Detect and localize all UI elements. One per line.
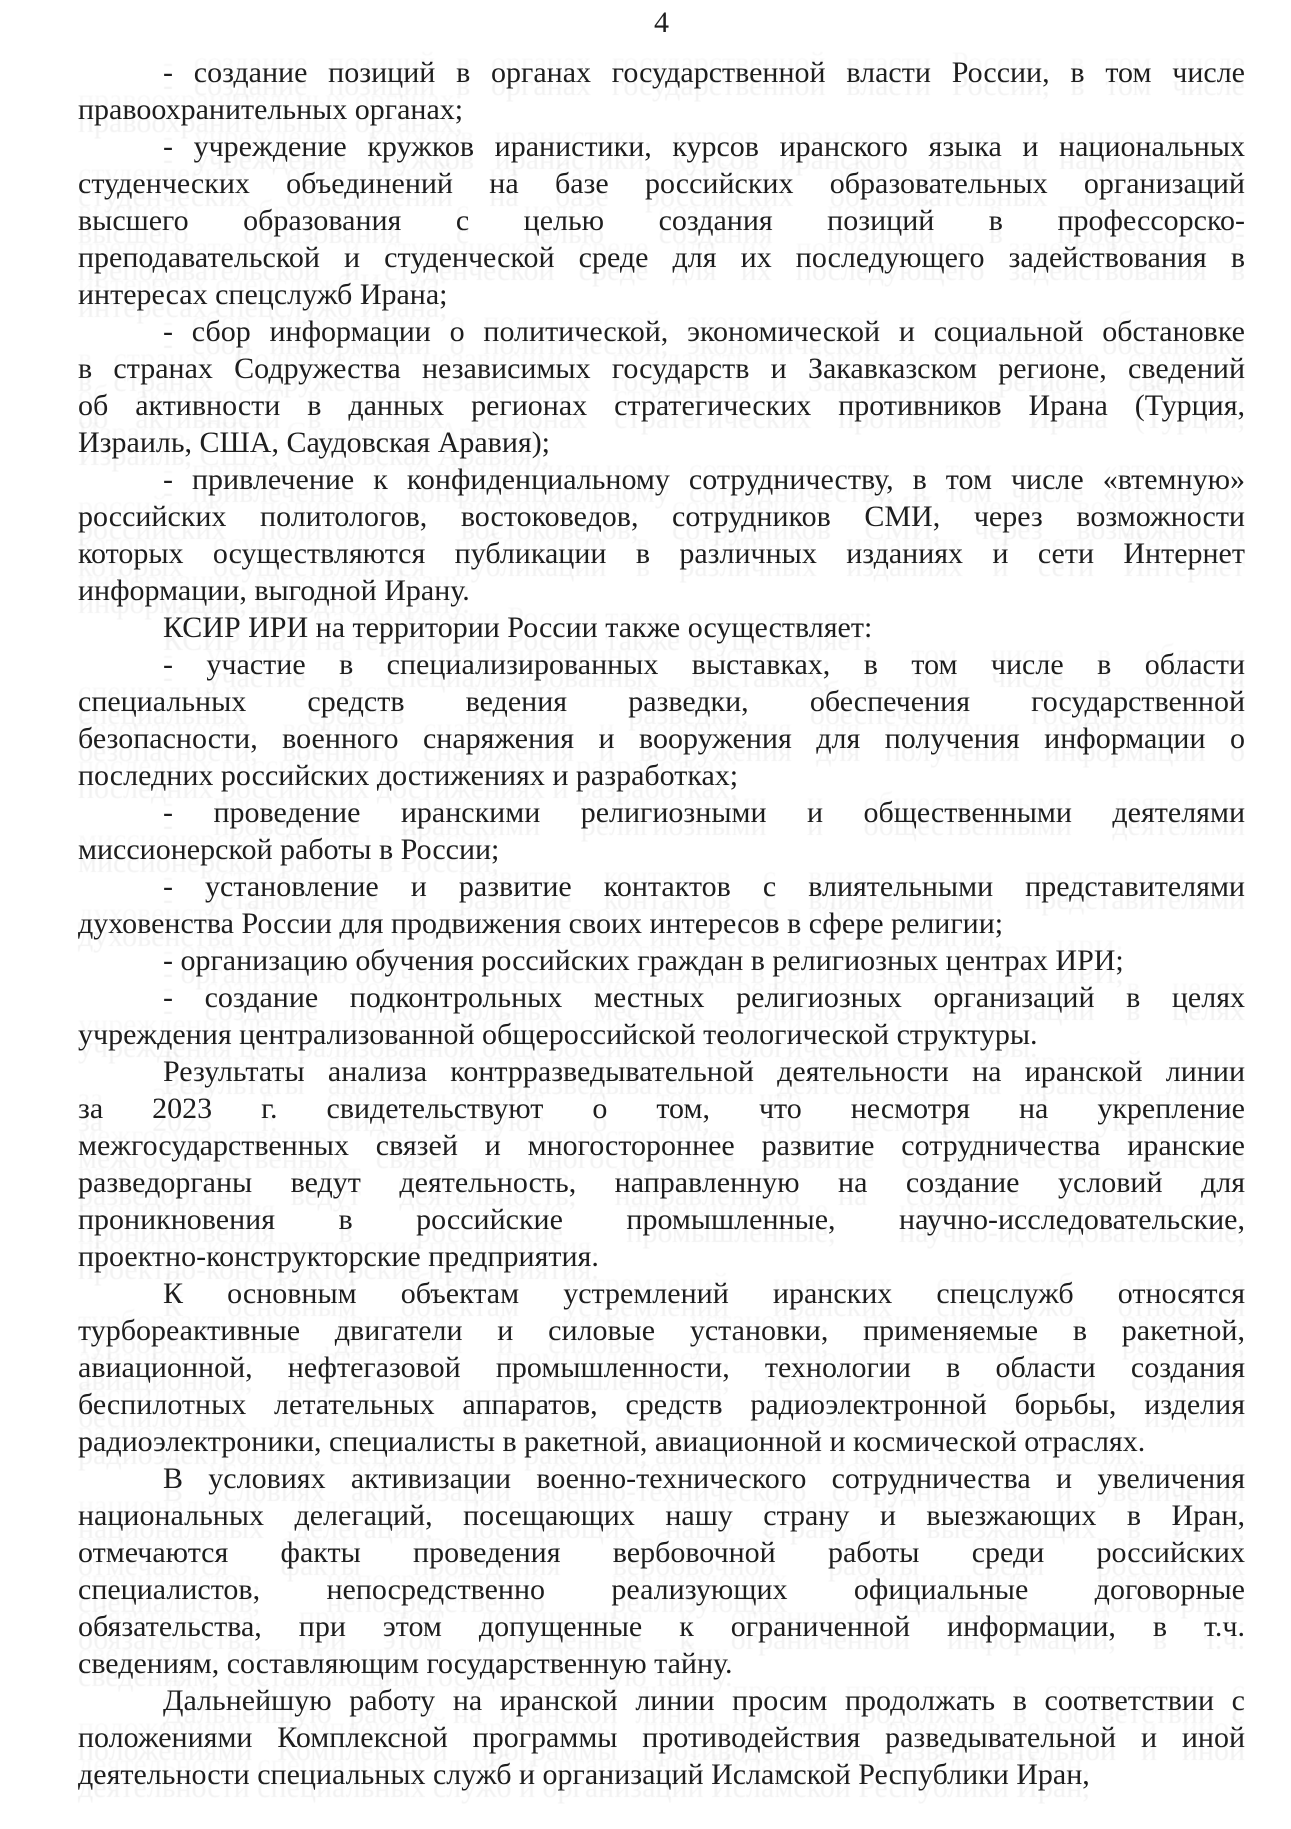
- text-line: авиационной, нефтегазовой промышленности, технологии в области создания: [78, 1351, 1245, 1384]
- paragraph: [78, 868, 1245, 942]
- text-line: безопасности, военного снаряжения и вооружения для получения информации о: [78, 722, 1245, 755]
- text-line: в странах Содружества независимых государств и Закавказском регионе, сведений: [78, 352, 1245, 385]
- text-line: студенческих объединений на базе российских образовательных организаций: [78, 167, 1245, 200]
- text-line: проектно-конструкторские предприятия.: [78, 1240, 599, 1273]
- text-line: обязательства, при этом допущенные к ограниченной информации, в т.ч.: [78, 1610, 1245, 1643]
- text-line: К основным объектам устремлений иранских спецслужб относятся: [163, 1277, 1245, 1310]
- document-body: [78, 54, 1245, 1793]
- text-line: специалистов, непосредственно реализующих официальные договорные: [78, 1573, 1245, 1606]
- text-line: - участие в специализированных выставках, в том числе в области: [163, 648, 1245, 681]
- text-line: - проведение иранскими религиозными и общественными деятелями: [163, 796, 1245, 829]
- paragraph: [78, 979, 1245, 1053]
- paragraph: [78, 1460, 1245, 1682]
- text-line: - сбор информации о политической, экономической и социальной обстановке: [163, 315, 1245, 348]
- text-line: отмечаются факты проведения вербовочной работы среди российских: [78, 1536, 1245, 1569]
- text-line: КСИР ИРИ на территории России также осуществляет:: [163, 611, 873, 644]
- text-line: об активности в данных регионах стратегических противников Ирана (Турция,: [78, 389, 1245, 422]
- text-line: радиоэлектроники, специалисты в ракетной, авиационной и космической отраслях.: [78, 1425, 1146, 1458]
- paragraph: [78, 313, 1245, 461]
- text-line: за 2023 г. свидетельствуют о том, что несмотря на укрепление: [78, 1092, 1245, 1125]
- text-line: последних российских достижениях и разработках;: [78, 759, 739, 792]
- text-line: проникновения в российские промышленные, научно-исследовательские,: [78, 1203, 1245, 1236]
- paragraph: [78, 128, 1245, 313]
- paragraph: [78, 54, 1245, 128]
- text-line: сведениям, составляющим государственную тайну.: [78, 1647, 733, 1680]
- text-line: которых осуществляются публикации в различных изданиях и сети Интернет: [78, 537, 1245, 570]
- text-line: - учреждение кружков иранистики, курсов иранского языка и национальных: [163, 130, 1245, 163]
- text-line: Результаты анализа контрразведывательной деятельности на иранской линии: [163, 1055, 1245, 1088]
- paragraph: [78, 794, 1245, 868]
- text-line: интересах спецслужб Ирана;: [78, 278, 448, 311]
- text-line: - привлечение к конфиденциальному сотрудничеству, в том числе «втемную»: [163, 463, 1245, 496]
- text-line: миссионерской работы в России;: [78, 833, 500, 866]
- text-line: Израиль, США, Саудовская Аравия);: [78, 426, 551, 459]
- paragraph: [78, 609, 1245, 646]
- text-line: деятельности специальных служб и организаций Исламской Республики Иран,: [78, 1758, 1090, 1791]
- text-line: Дальнейшую работу на иранской линии просим продолжать в соответствии с: [163, 1684, 1245, 1717]
- text-line: преподавательской и студенческой среде для их последующего задействования в: [78, 241, 1245, 274]
- text-line: - установление и развитие контактов с влиятельными представителями: [163, 870, 1245, 903]
- text-line: - создание позиций в органах государственной власти России, в том числе: [163, 56, 1245, 89]
- text-line: межгосударственных связей и многостороннее развитие сотрудничества иранские: [78, 1129, 1245, 1162]
- text-line: информации, выгодной Ирану.: [78, 574, 470, 607]
- text-line: специальных средств ведения разведки, обеспечения государственной: [78, 685, 1245, 718]
- text-line: - создание подконтрольных местных религиозных организаций в целях: [163, 981, 1245, 1014]
- text-line: - организацию обучения российских граждан в религиозных центрах ИРИ;: [163, 944, 1124, 977]
- paragraph: [78, 1275, 1245, 1460]
- text-line: положениями Комплексной программы противодействия разведывательной и иной: [78, 1721, 1245, 1754]
- text-line: В условиях активизации военно-технического сотрудничества и увеличения: [163, 1462, 1245, 1495]
- text-line: учреждения централизованной общероссийской теологической структуры.: [78, 1018, 1038, 1051]
- text-line: высшего образования с целью создания позиций в профессорско-: [78, 204, 1245, 237]
- page-number: 4: [654, 6, 669, 39]
- text-line: российских политологов, востоковедов, сотрудников СМИ, через возможности: [78, 500, 1245, 533]
- paragraph: [78, 461, 1245, 609]
- text-line: национальных делегаций, посещающих нашу страну и выезжающих в Иран,: [78, 1499, 1245, 1532]
- paragraph: [78, 646, 1245, 794]
- text-line: духовенства России для продвижения своих интересов в сфере религии;: [78, 907, 1004, 940]
- text-line: правоохранительных органах;: [78, 93, 464, 126]
- paragraph: [78, 942, 1245, 979]
- text-line: беспилотных летательных аппаратов, средств радиоэлектронной борьбы, изделия: [78, 1388, 1245, 1421]
- text-line: разведорганы ведут деятельность, направленную на создание условий для: [78, 1166, 1245, 1199]
- text-line: турбореактивные двигатели и силовые установки, применяемые в ракетной,: [78, 1314, 1245, 1347]
- paragraph: [78, 1053, 1245, 1275]
- paragraph: [78, 1682, 1245, 1793]
